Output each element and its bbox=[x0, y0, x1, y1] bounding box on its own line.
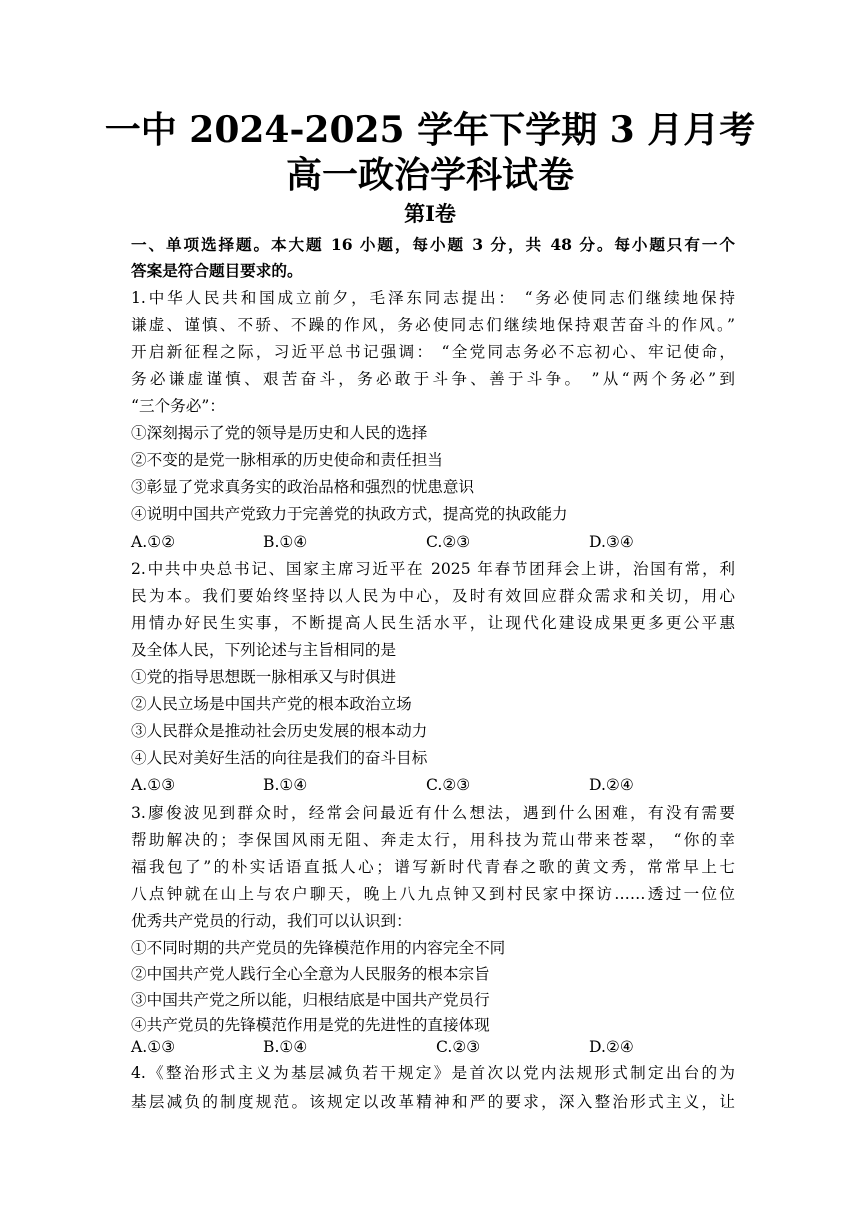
question-1-option-b: B.①④ bbox=[263, 533, 308, 551]
question-1-stem-line: “三个务必”： bbox=[131, 397, 225, 415]
question-1-stem-line: 1.中华人民共和国成立前夕，毛泽东同志提出： “务必使同志们继续地保持 bbox=[131, 289, 735, 307]
question-1-option-a: A.①② bbox=[131, 533, 176, 551]
question-2-statement: ④人民对美好生活的向往是我们的奋斗目标 bbox=[131, 749, 428, 767]
question-2-stem-line: 民为本。我们要始终坚持以人民为中心，及时有效回应群众需求和关切，用心 bbox=[131, 587, 735, 605]
question-2-option-d: D.②④ bbox=[589, 776, 634, 794]
question-3-option-d: D.②④ bbox=[589, 1038, 634, 1056]
exam-title: 一中 2024-2025 学年下学期 3 月月考 bbox=[104, 109, 756, 151]
question-3-stem-line: 八点钟就在山上与农户聊天，晚上八九点钟又到村民家中探访……透过一位位 bbox=[131, 885, 735, 903]
question-4-stem-line: 基层减负的制度规范。该规定以改革精神和严的要求，深入整治形式主义，让 bbox=[131, 1093, 735, 1111]
question-3-statement: ②中国共产党人践行全心全意为人民服务的根本宗旨 bbox=[131, 965, 490, 983]
question-2-stem-line: 2.中共中央总书记、国家主席习近平在 2025 年春节团拜会上讲，治国有常，利 bbox=[131, 560, 735, 578]
question-2-statement: ③人民群众是推动社会历史发展的根本动力 bbox=[131, 722, 428, 740]
question-3-stem-line: 帮助解决的；李保国风雨无阻、奔走太行，用科技为荒山带来苍翠， “你的幸 bbox=[131, 831, 735, 849]
question-4-stem-line: 4.《整治形式主义为基层减负若干规定》是首次以党内法规形式制定出台的为 bbox=[131, 1064, 735, 1082]
question-1-stem-line: 谦虚、谨慎、不骄、不躁的作风，务必使同志们继续地保持艰苦奋斗的作风。” bbox=[131, 316, 735, 334]
question-3-statement: ①不同时期的共产党员的先锋模范作用的内容完全不同 bbox=[131, 939, 506, 957]
question-1-statement: ②不变的是党一脉相承的历史使命和责任担当 bbox=[131, 451, 443, 469]
question-1-stem-line: 务必谦虚谨慎、艰苦奋斗，务必敢于斗争、善于斗争。 ”从“两个务必”到 bbox=[131, 370, 735, 388]
question-2-statement: ②人民立场是中国共产党的根本政治立场 bbox=[131, 695, 412, 713]
question-1-statement: ④说明中国共产党致力于完善党的执政方式，提高党的执政能力 bbox=[131, 505, 568, 523]
question-3-option-a: A.①③ bbox=[131, 1038, 176, 1056]
question-2-option-c: C.②③ bbox=[426, 776, 471, 794]
question-2-statement: ①党的指导思想既一脉相承又与时俱进 bbox=[131, 668, 397, 686]
question-3-stem-line: 福我包了”的朴实话语直抵人心；谱写新时代青春之歌的黄文秀，常常早上七 bbox=[131, 858, 735, 876]
section-heading-line: 答案是符合题目要求的。 bbox=[131, 261, 303, 280]
question-2-stem-line: 用情办好民生实事，不断提高人民生活水平，让现代化建设成果更多更公平惠 bbox=[131, 614, 735, 632]
question-1-option-d: D.③④ bbox=[589, 533, 634, 551]
section-heading-line: 一、单项选择题。本大题 16 小题，每小题 3 分，共 48 分。每小题只有一个 bbox=[131, 235, 735, 254]
question-1-statement: ①深刻揭示了党的领导是历史和人民的选择 bbox=[131, 424, 428, 442]
question-3-stem-line: 优秀共产党员的行动，我们可以认识到： bbox=[131, 912, 412, 930]
question-3-stem-line: 3.廖俊波见到群众时，经常会问最近有什么想法，遇到什么困难，有没有需要 bbox=[131, 804, 735, 822]
volume-heading: 第Ⅰ卷 bbox=[404, 201, 456, 226]
question-1-stem-line: 开启新征程之际，习近平总书记强调： “全党同志务必不忘初心、牢记使命， bbox=[131, 343, 735, 361]
question-1-statement: ③彰显了党求真务实的政治品格和强烈的忧患意识 bbox=[131, 478, 475, 496]
question-2-option-b: B.①④ bbox=[263, 776, 308, 794]
question-3-option-c: C.②③ bbox=[436, 1038, 481, 1056]
question-2-stem-line: 及全体人民，下列论述与主旨相同的是 bbox=[131, 641, 397, 659]
question-3-statement: ③中国共产党之所以能，归根结底是中国共产党员行 bbox=[131, 991, 490, 1009]
exam-subtitle: 高一政治学科试卷 bbox=[285, 154, 574, 196]
question-3-option-b: B.①④ bbox=[263, 1038, 308, 1056]
question-1-option-c: C.②③ bbox=[426, 533, 471, 551]
question-3-statement: ④共产党员的先锋模范作用是党的先进性的直接体现 bbox=[131, 1016, 490, 1034]
question-2-option-a: A.①③ bbox=[131, 776, 176, 794]
